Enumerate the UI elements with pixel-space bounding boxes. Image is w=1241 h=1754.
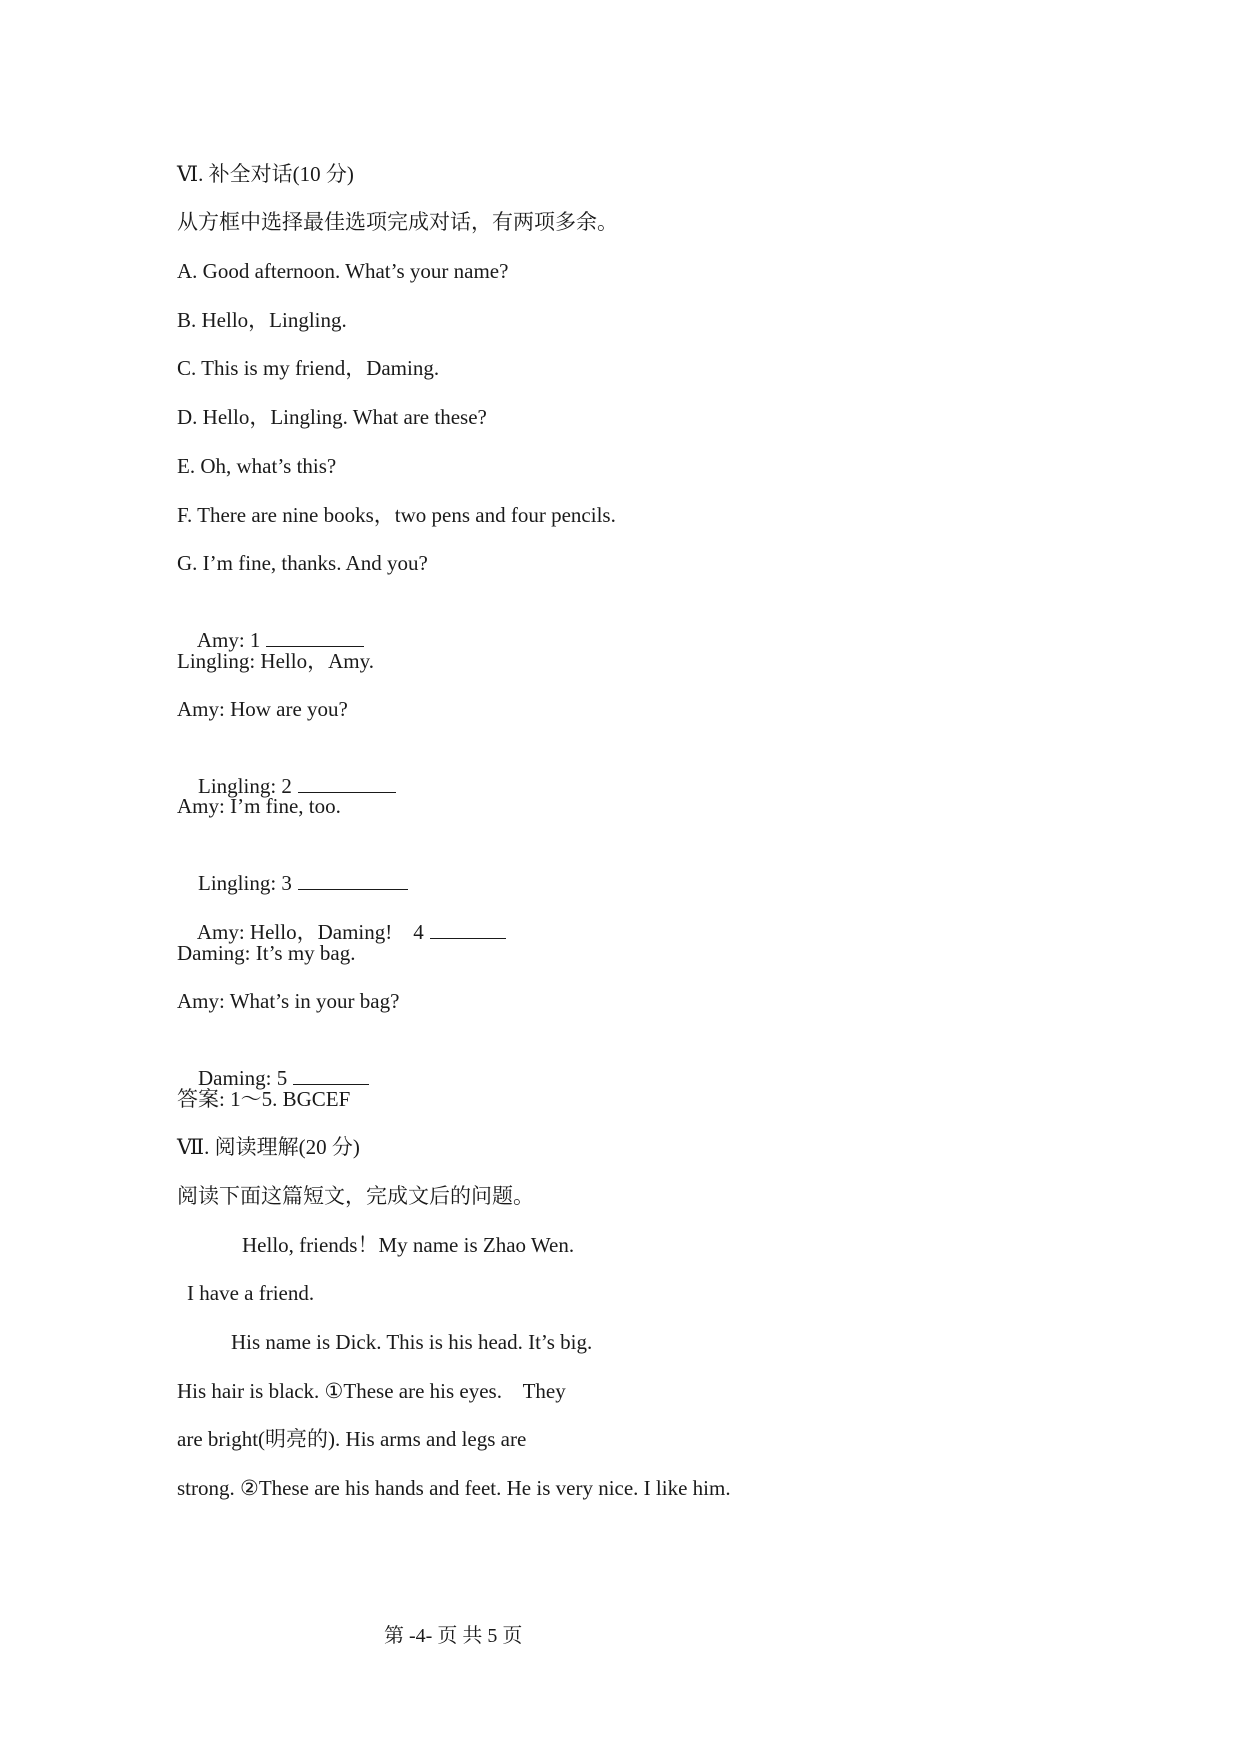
dialogue-text: Lingling: 2 bbox=[198, 774, 292, 798]
dialogue-text: Amy: Hello，Daming! 4 bbox=[196, 920, 424, 944]
dialogue-text: Amy: 1 bbox=[196, 628, 261, 652]
section-7-instruction: 阅读下面这篇短文，完成文后的问题。 bbox=[177, 1184, 534, 1208]
page-footer: 第 -4- 页 共 5 页 bbox=[384, 1625, 523, 1647]
dialogue-line-8: Daming: It’s my bag. bbox=[177, 941, 356, 965]
option-a: A. Good afternoon. What’s your name? bbox=[177, 259, 509, 283]
option-d: D. Hello，Lingling. What are these? bbox=[177, 405, 487, 429]
answer-blank-4[interactable] bbox=[430, 918, 506, 939]
section-7-heading: Ⅶ. 阅读理解(20 分) bbox=[177, 1135, 360, 1159]
section-6-instruction: 从方框中选择最佳选项完成对话，有两项多余。 bbox=[177, 210, 618, 234]
dialogue-text: Lingling: 3 bbox=[198, 871, 292, 895]
passage-line-6: strong. ②These are his hands and feet. He is very nice. I like him. bbox=[177, 1476, 731, 1500]
passage-line-2: I have a friend. bbox=[187, 1281, 315, 1305]
passage-line-5: are bright(明亮的). His arms and legs are bbox=[177, 1427, 527, 1451]
option-c: C. This is my friend，Daming. bbox=[177, 356, 440, 380]
option-g: G. I’m fine, thanks. And you? bbox=[177, 551, 428, 575]
answer-blank-1[interactable] bbox=[266, 626, 364, 647]
dialogue-line-9: Amy: What’s in your bag? bbox=[177, 989, 400, 1013]
dialogue-line-2: Lingling: Hello，Amy. bbox=[177, 649, 374, 673]
passage-line-1: Hello, friends！My name is Zhao Wen. bbox=[242, 1233, 575, 1257]
dialogue-line-5: Amy: I’m fine, too. bbox=[177, 794, 341, 818]
answer-blank-2[interactable] bbox=[298, 772, 396, 793]
answer-blank-3[interactable] bbox=[298, 869, 408, 890]
dialogue-line-3: Amy: How are you? bbox=[177, 697, 348, 721]
answer-key: 答案: 1～5. BGCEF bbox=[177, 1087, 351, 1111]
option-b: B. Hello，Lingling. bbox=[177, 308, 347, 332]
dialogue-text: Daming: 5 bbox=[198, 1066, 288, 1090]
passage-line-3: His name is Dick. This is his head. It’s big. bbox=[231, 1330, 593, 1354]
option-f: F. There are nine books，two pens and four pencils. bbox=[177, 503, 616, 527]
section-6-heading: Ⅵ. 补全对话(10 分) bbox=[177, 162, 354, 186]
option-e: E. Oh, what’s this? bbox=[177, 454, 337, 478]
answer-blank-5[interactable] bbox=[293, 1064, 369, 1085]
passage-line-4: His hair is black. ①These are his eyes. They bbox=[177, 1379, 566, 1403]
